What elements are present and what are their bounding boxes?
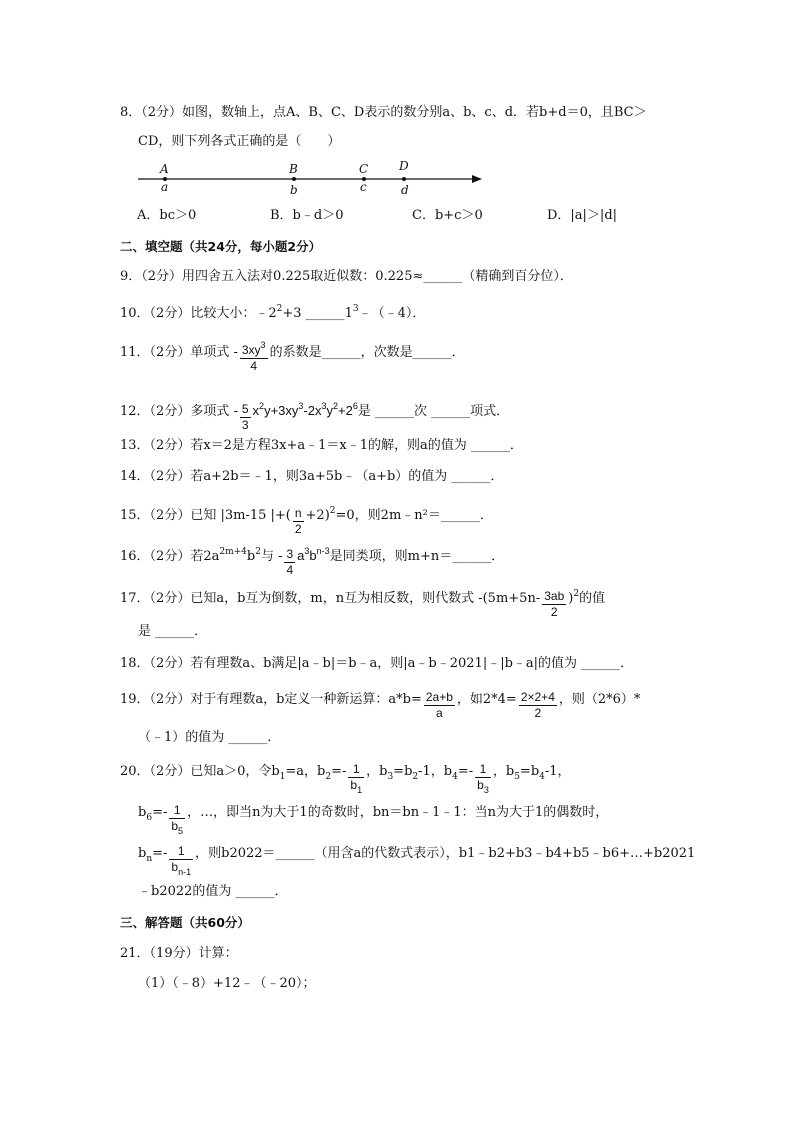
- section-3-title: 三、解答题（共60分）: [120, 915, 250, 930]
- label-a: a: [161, 180, 169, 194]
- axis-arrow-icon: [472, 175, 482, 183]
- q20-line2: $b_6=-$ $\frac{1}{b_5}$ ，…，即当n为大于1的奇数时，bn＝bn﹣1﹣1：当n为大于1的偶数时，: [138, 803, 609, 836]
- point-b: [292, 177, 296, 181]
- q19-line2: （﹣1）的值为 ______．: [138, 730, 281, 745]
- label-C: C: [359, 162, 369, 176]
- q21-part1: （1）（﹣8）+12﹣（﹣20）；: [138, 976, 316, 991]
- label-b: b: [290, 183, 298, 197]
- q15: 15．（2分）已知 |3m-15 |+( $\frac{n}{2}$ +2)$^2$=0，则2m﹣n²＝______．: [120, 506, 493, 536]
- label-D: D: [399, 160, 409, 173]
- q21-title: 21．（19分）计算：: [120, 946, 238, 961]
- label-A: A: [160, 162, 169, 176]
- label-d: d: [401, 183, 409, 197]
- q12: 12．（2分）多项式 - $\frac{5}{3}$ $x^2y+3xy^3-2x^3y^2+2^6$是 ______次 ______项式．: [120, 401, 510, 432]
- option-d[interactable]: D．|a|＞|d|: [547, 208, 618, 223]
- q19: 19．（2分）对于有理数a，b定义一种新运算：a*b= $\frac{2a+b}{a}$ ，如2*4= $\frac{2\times 2+4}{2}$ ，则（2*6）*: [120, 690, 641, 720]
- option-b[interactable]: B．b﹣d＞0: [270, 208, 344, 223]
- q17: 17．（2分）已知a，b互为倒数，m，n互为相反数，则代数式 -(5m+5n- $\frac{3ab}{2}$ )$^2$的值: [120, 589, 606, 619]
- label-c: c: [360, 180, 367, 194]
- q20-line4: ﹣b2022的值为 ______．: [138, 884, 288, 899]
- q17-fraction: $\frac{3ab}{2}$: [544, 589, 565, 619]
- q12-fraction: $\frac{5}{3}$: [241, 402, 249, 432]
- number-line-figure: [136, 160, 496, 200]
- q17-line2: 是 ______．: [138, 624, 208, 639]
- q14: 14．（2分）若a+2b＝﹣1，则3a+5b﹣（a+b）的值为 ______．: [120, 469, 504, 484]
- q20-line3: $b_n=-$ $\frac{1}{b_{n-1}}$ ，则b2022＝______（用含a的代数式表示），b1﹣b2+b3﹣b4+b5﹣b6+…+b2021: [138, 844, 696, 877]
- q13: 13．（2分）若x＝2是方程3x+a﹣1＝x﹣1的解，则a的值为 ______．: [120, 438, 523, 453]
- q11: 11．（2分）单项式 - $\frac{3xy^3}{4}$ 的系数是______，次数是______．: [120, 340, 465, 373]
- q11-fraction: $\frac{3xy^3}{4}$: [241, 340, 266, 373]
- q18: 18．（2分）若有理数a、b满足|a﹣b|＝b﹣a，则|a﹣b﹣2021|﹣|b﹣a|的值为 ______．: [120, 656, 634, 671]
- section-2-title: 二、填空题（共24分，每小题2分）: [120, 239, 322, 254]
- q9: 9．（2分）用四舍五入法对0.225取近似数：0.225≈______（精确到百分位）．: [120, 269, 573, 284]
- q8-line2: CD，则下列各式正确的是（ ）: [138, 134, 341, 149]
- q20-line1: 20．（2分）已知a＞0，令$b_1=a$，$b_2=-$ $\frac{1}{b_1}$ ，$b_3=b_2-1$，$b_4=-$ $\frac{1}{b_3}$ ，$b_5=b_4-1$，: [120, 762, 571, 795]
- q16-fraction: $\frac{3}{4}$: [286, 547, 294, 577]
- q19-fraction-2: $\frac{2\times 2+4}{2}$: [520, 690, 555, 720]
- q16: 16．（2分）若$2a^{2m+4}b^2$与 - $\frac{3}{4}$ $a^3b^{n-3}$是同类项，则m+n＝______．: [120, 546, 505, 577]
- option-c[interactable]: C．b+c＞0: [412, 208, 483, 223]
- q15-fraction: $\frac{n}{2}$: [294, 506, 302, 536]
- q8-line1: 8．（2分）如图，数轴上，点A、B、C、D表示的数分别a、b、c、d．若b+d＝0，且BC＞: [120, 105, 647, 120]
- point-d: [402, 177, 406, 181]
- q19-fraction-1: $\frac{2a+b}{a}$: [425, 690, 453, 720]
- option-a[interactable]: A．bc＞0: [137, 208, 197, 223]
- q10: 10．（2分）比较大小：$﹣2^2+3$ $\_\_\_\_\_\_1^3﹣(﹣4)$．: [120, 304, 426, 321]
- label-B: B: [289, 162, 298, 176]
